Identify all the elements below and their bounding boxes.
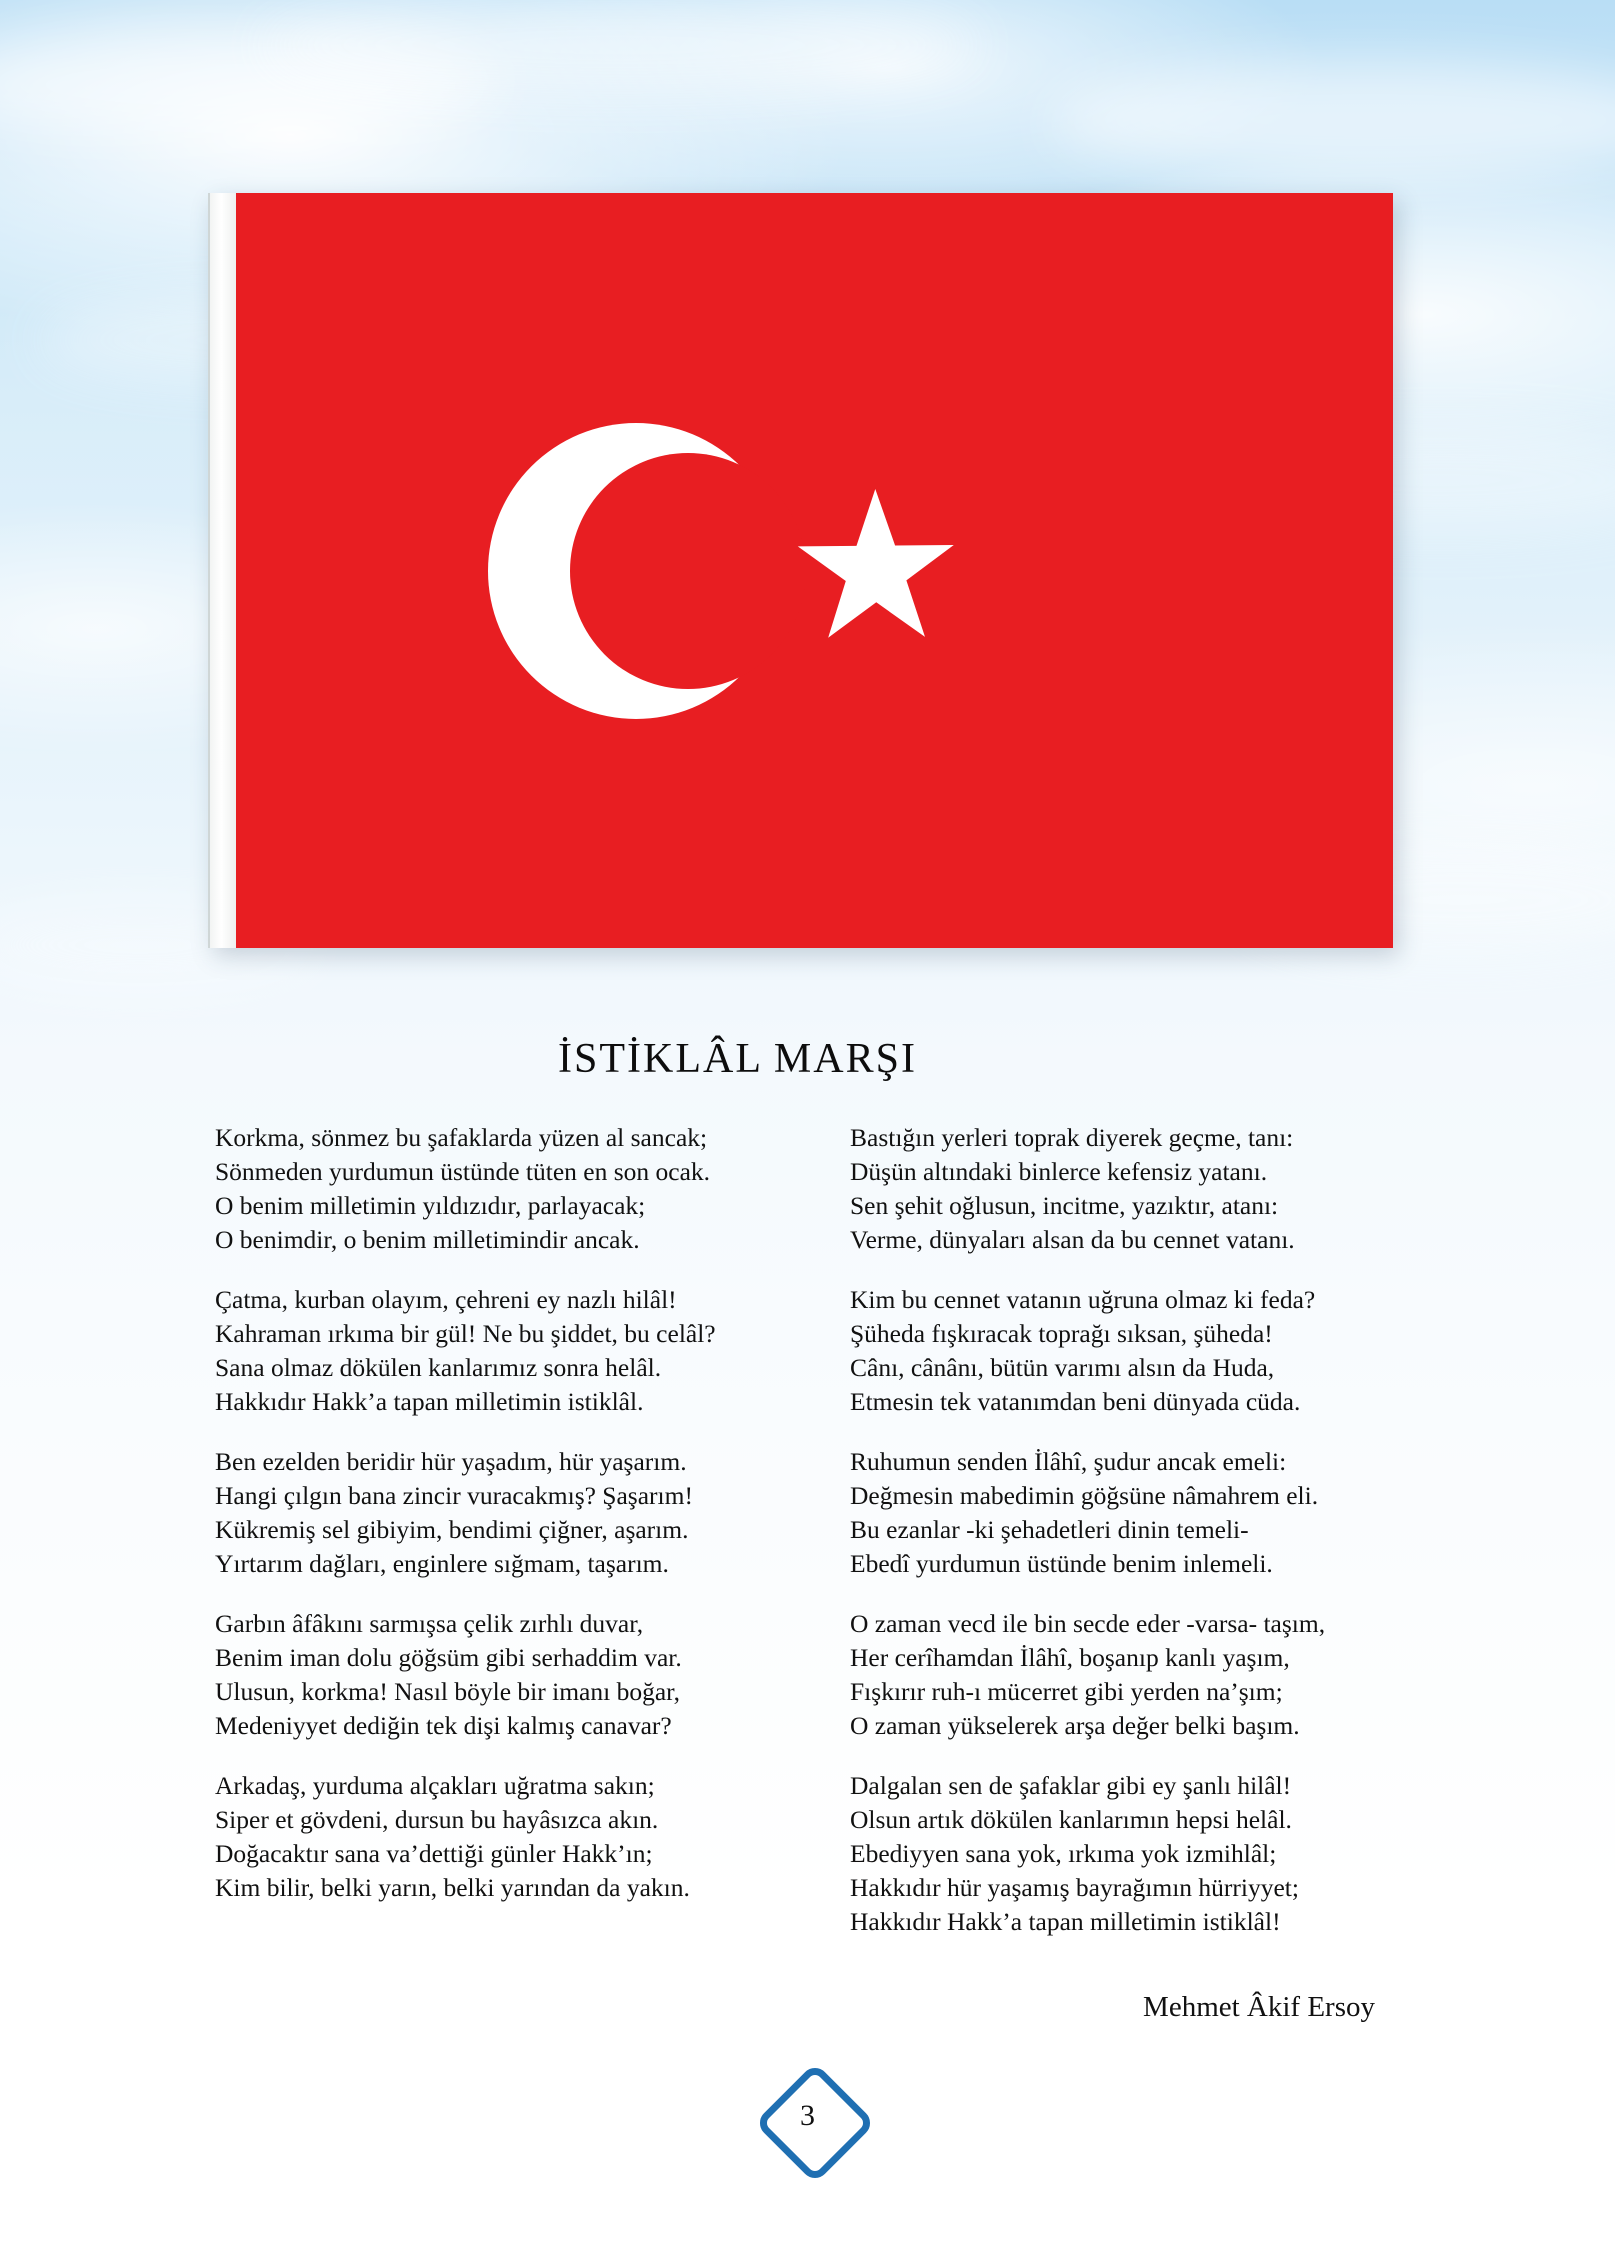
verse-line: Sönmeden yurdumun üstünde tüten en son ocak. bbox=[215, 1157, 711, 1186]
verse-line: Sen şehit oğlusun, incitme, yazıktır, atanı: bbox=[850, 1191, 1279, 1220]
crescent-icon bbox=[488, 423, 806, 719]
verse-line: O zaman vecd ile bin secde eder -varsa- taşım, bbox=[850, 1609, 1326, 1638]
verse-line: Çatma, kurban olayım, çehreni ey nazlı hilâl! bbox=[215, 1285, 677, 1314]
cloud-decoration bbox=[260, 0, 980, 90]
verse-line: Ben ezelden beridir hür yaşadım, hür yaşarım. bbox=[215, 1447, 687, 1476]
anthem-section bbox=[0, 1035, 1615, 2024]
verse-line: Hangi çılgın bana zincir vuracakmış? Şaşarım! bbox=[215, 1481, 693, 1510]
anthem-left-column bbox=[215, 1121, 760, 1939]
verse-line: Ebediyyen sana yok, ırkıma yok izmihlâl; bbox=[850, 1839, 1277, 1868]
verse-line: Değmesin mabedimin göğsüne nâmahrem eli. bbox=[850, 1481, 1319, 1510]
verse-line: Ulusun, korkma! Nasıl böyle bir imanı boğar, bbox=[215, 1677, 680, 1706]
anthem-right-column bbox=[850, 1121, 1395, 1939]
verse-line: Hakkıdır Hakk’a tapan milletimin istiklâl! bbox=[850, 1907, 1281, 1936]
verse-line: Medeniyyet dediğin tek dişi kalmış canavar? bbox=[215, 1711, 672, 1740]
verse-line: Ruhumun senden İlâhî, şudur ancak emeli: bbox=[850, 1447, 1287, 1476]
verse-line: Yırtarım dağları, enginlere sığmam, taşarım. bbox=[215, 1549, 669, 1578]
anthem-author: Mehmet Âkif Ersoy bbox=[1143, 1991, 1375, 2023]
verse-line: Siper et gövdeni, dursun bu hayâsızca akın. bbox=[215, 1805, 659, 1834]
page-number-badge bbox=[754, 2062, 862, 2170]
verse-line: Arkadaş, yurduma alçakları uğratma sakın; bbox=[215, 1771, 655, 1800]
verse-line: Etmesin tek vatanımdan beni dünyada cüda. bbox=[850, 1387, 1301, 1416]
verse-line: Kahraman ırkıma bir gül! Ne bu şiddet, bu celâl? bbox=[215, 1319, 716, 1348]
turkish-flag-image bbox=[208, 193, 1393, 948]
verse-line: Kim bilir, belki yarın, belki yarından da yakın. bbox=[215, 1873, 690, 1902]
verse-line: Sana olmaz dökülen kanlarımız sonra helâl. bbox=[215, 1353, 662, 1382]
verse-line: O benim milletimin yıldızıdır, parlayacak; bbox=[215, 1191, 646, 1220]
stanza bbox=[850, 1121, 1395, 1257]
verse-line: Fışkırır ruh-ı mücerret gibi yerden na’şım; bbox=[850, 1677, 1283, 1706]
verse-line: Dalgalan sen de şafaklar gibi ey şanlı hilâl! bbox=[850, 1771, 1292, 1800]
stanza bbox=[850, 1607, 1395, 1743]
stanza bbox=[215, 1769, 760, 1905]
cloud-decoration bbox=[1050, 60, 1615, 180]
verse-line: O benimdir, o benim milletimindir ancak. bbox=[215, 1225, 640, 1254]
verse-line: Benim iman dolu göğsüm gibi serhaddim var. bbox=[215, 1643, 682, 1672]
verse-line: Düşün altındaki binlerce kefensiz yatanı. bbox=[850, 1157, 1268, 1186]
verse-line: Bastığın yerleri toprak diyerek geçme, tanı: bbox=[850, 1123, 1294, 1152]
verse-line: Verme, dünyaları alsan da bu cennet vatanı. bbox=[850, 1225, 1295, 1254]
stanza bbox=[215, 1283, 760, 1419]
verse-line: Hakkıdır hür yaşamış bayrağımın hürriyyet; bbox=[850, 1873, 1299, 1902]
stanza bbox=[850, 1769, 1395, 1939]
page-number: 3 bbox=[800, 2099, 815, 2132]
star-icon bbox=[797, 488, 954, 638]
verse-line: Doğacaktır sana va’dettiği günler Hakk’ın; bbox=[215, 1839, 653, 1868]
verse-line: Kükremiş sel gibiyim, bendimi çiğner, aşarım. bbox=[215, 1515, 689, 1544]
verse-line: Şüheda fışkıracak toprağı sıksan, şüheda! bbox=[850, 1319, 1273, 1348]
verse-line: Ebedî yurdumun üstünde benim inlemeli. bbox=[850, 1549, 1273, 1578]
stanza bbox=[215, 1121, 760, 1257]
stanza bbox=[215, 1607, 760, 1743]
verse-line: Hakkıdır Hakk’a tapan milletimin istiklâl. bbox=[215, 1387, 644, 1416]
cloud-decoration bbox=[0, 30, 500, 140]
anthem-columns bbox=[215, 1121, 1400, 1939]
stanza bbox=[215, 1445, 760, 1581]
anthem-title: İSTİKLÂL MARŞI bbox=[558, 1036, 917, 1082]
stanza bbox=[850, 1283, 1395, 1419]
flag-red-field bbox=[236, 193, 1393, 948]
verse-line: Bu ezanlar -ki şehadetleri dinin temeli- bbox=[850, 1515, 1249, 1544]
verse-line: Korkma, sönmez bu şafaklarda yüzen al sancak; bbox=[215, 1123, 708, 1152]
verse-line: Cânı, cânânı, bütün varımı alsın da Huda, bbox=[850, 1353, 1275, 1382]
verse-line: O zaman yükselerek arşa değer belki başım. bbox=[850, 1711, 1300, 1740]
verse-line: Garbın âfâkını sarmışsa çelik zırhlı duvar, bbox=[215, 1609, 644, 1638]
stanza bbox=[850, 1445, 1395, 1581]
verse-line: Kim bu cennet vatanın uğruna olmaz ki feda? bbox=[850, 1285, 1316, 1314]
verse-line: Olsun artık dökülen kanlarımın hepsi helâl. bbox=[850, 1805, 1292, 1834]
flag-hoist-strip bbox=[208, 193, 238, 948]
verse-line: Her cerîhamdan İlâhî, boşanıp kanlı yaşım, bbox=[850, 1643, 1290, 1672]
